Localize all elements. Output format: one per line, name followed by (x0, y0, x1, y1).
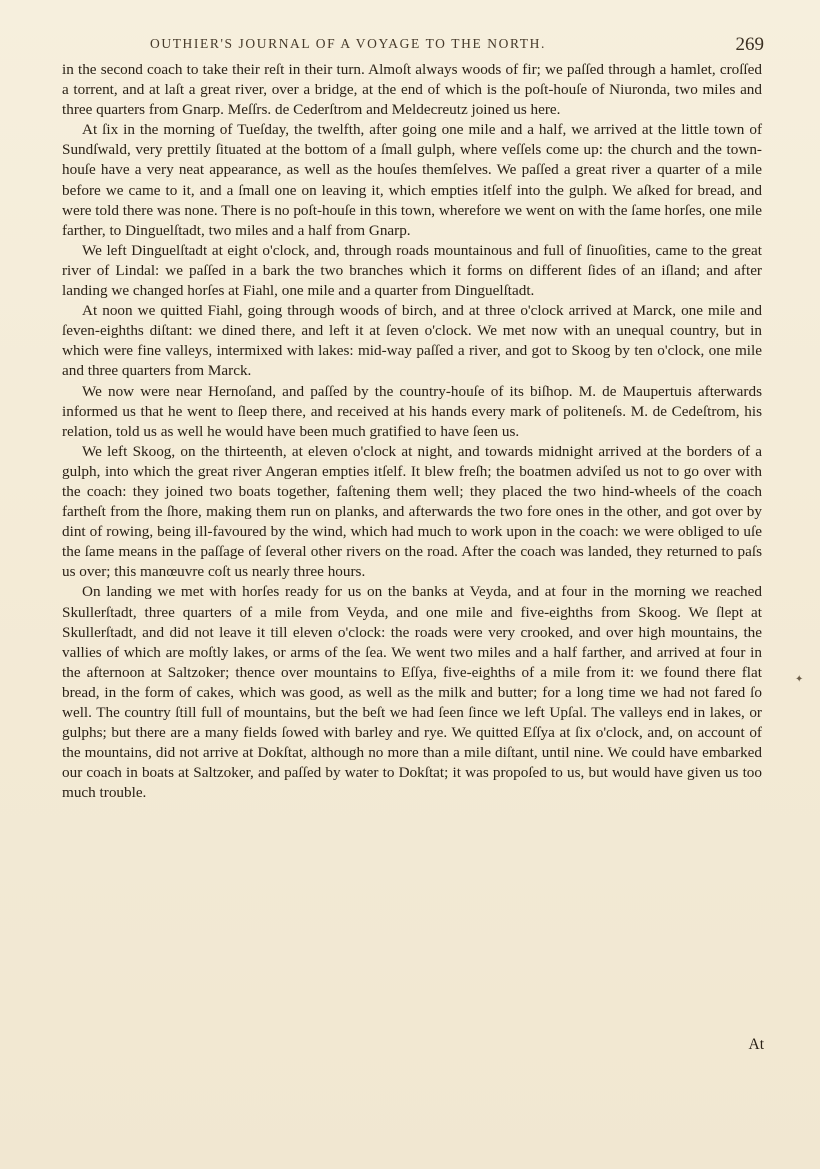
paragraph: At noon we quitted Fiahl, going through woods of birch, and at three o'clock arrived at Marck, one mile and ſeven-eighths diſtant: we dined there, and left it at ſeven o'clock. We met now with an unequal country, but in which were fine valleys, intermixed with lakes: mid-way paſſed a river, and got to Skoog by ten o'clock, one mile and three quarters from Marck. (62, 302, 762, 380)
running-title: OUTHIER'S JOURNAL OF A VOYAGE TO THE NORTH. (150, 36, 546, 51)
running-head (150, 34, 764, 56)
paragraph: We left Dinguelſtadt at eight o'clock, and, through roads mountainous and full of ſinuoſities, came to the great river of Lindal: we paſſed in a bark the two branches which it forms on different ſides of an iſland; and after landing we changed horſes at Fiahl, one mile and a quarter from Dinguelſtadt. (62, 241, 762, 300)
page-number: 269 (735, 34, 764, 55)
paragraph: We now were near Hernoſand, and paſſed by the country-houſe of its biſhop. M. de Maupertuis afterwards informed us that he went to ſleep there, and received at his hands every mark of politeneſs. M. de Cedeſtrom, his relation, told us as well he would have been much gratified to have ſeen us. (62, 382, 762, 440)
catchword: At (748, 1036, 764, 1053)
paragraph: At ſix in the morning of Tueſday, the twelfth, after going one mile and a half, we arrived at the little town of Sundſwald, very prettily ſituated at the bottom of a ſmall gulph, where veſſels come up: the church and the town-houſe have a very neat appearance, as well as the houſes themſelves. We paſſed a great river a quarter of a mile before we came to it, and a ſmall one on leaving it, which empties itſelf into the gulph. We aſked for bread, and were told there was none. There is no poſt-houſe in this town, wherefore we went on with the ſame horſes, one mile farther, to Dinguelſtadt, two miles and a half from Gnarp. (62, 121, 762, 239)
paragraph: On landing we met with horſes ready for us on the banks at Veyda, and at four in the morning we reached Skullerſtadt, three quarters of a mile from Veyda, and one mile and five-eighths from Skoog. We ſlept at Skullerſtadt, and did not leave it till eleven o'clock: the roads were very crooked, and over high mountains, the vallies of which are moſtly lakes, or arms of the ſea. We went two miles and a half farther, and arrived at four in the afternoon at Saltzoker; thence over mountains to Eſſya, five-eighths of a mile from it: we found there flat bread, in the form of cakes, which was good, as well as the milk and butter; for a long time we had not fared ſo well. The country ſtill full of mountains, but the beſt we had ſeen ſince we left Upſal. The valleys end in lakes, or gulphs; but there are a many fields ſowed with barley and rye. We quitted Eſſya at ſix o'clock, and, on account of the mountains, did not arrive at Dokſtat, although no more than a mile diſtant, until nine. We could have embarked our coach in boats at Saltzoker, and paſſed by water to Dokſtat; it was propoſed to us, but would have given us too much trouble. (62, 583, 762, 802)
paragraph: We left Skoog, on the thirteenth, at eleven o'clock at night, and towards midnight arrived at the borders of a gulph, into which the great river Angeran empties itſelf. It blew freſh; the boatmen adviſed us not to go over with the coach: they joined two boats together, faſtening them well; they placed the two hind-wheels of the coach fartheſt from the ſhore, making them run on planks, and afterwards the two fore ones in the other, and got over by dint of rowing, being ill-favoured by the wind, which had much to work upon in the coach: we were obliged to uſe the ſame means in the paſſage of ſeveral other rivers on the road. After the coach was landed, they returned to paſs us over; this manœuvre coſt us nearly three hours. (62, 442, 762, 581)
margin-mark: ✦ (795, 674, 804, 685)
body-text (62, 60, 762, 803)
paragraph: in the second coach to take their reſt in their turn. Almoſt always woods of fir; we paſſed through a hamlet, croſſed a torrent, and at laſt a great river, over a bridge, at the end of which is the poſt-houſe of Niuronda, two miles and three quarters from Gnarp. Meſſrs. de Cederſtrom and Meldecreutz joined us here. (62, 61, 762, 119)
